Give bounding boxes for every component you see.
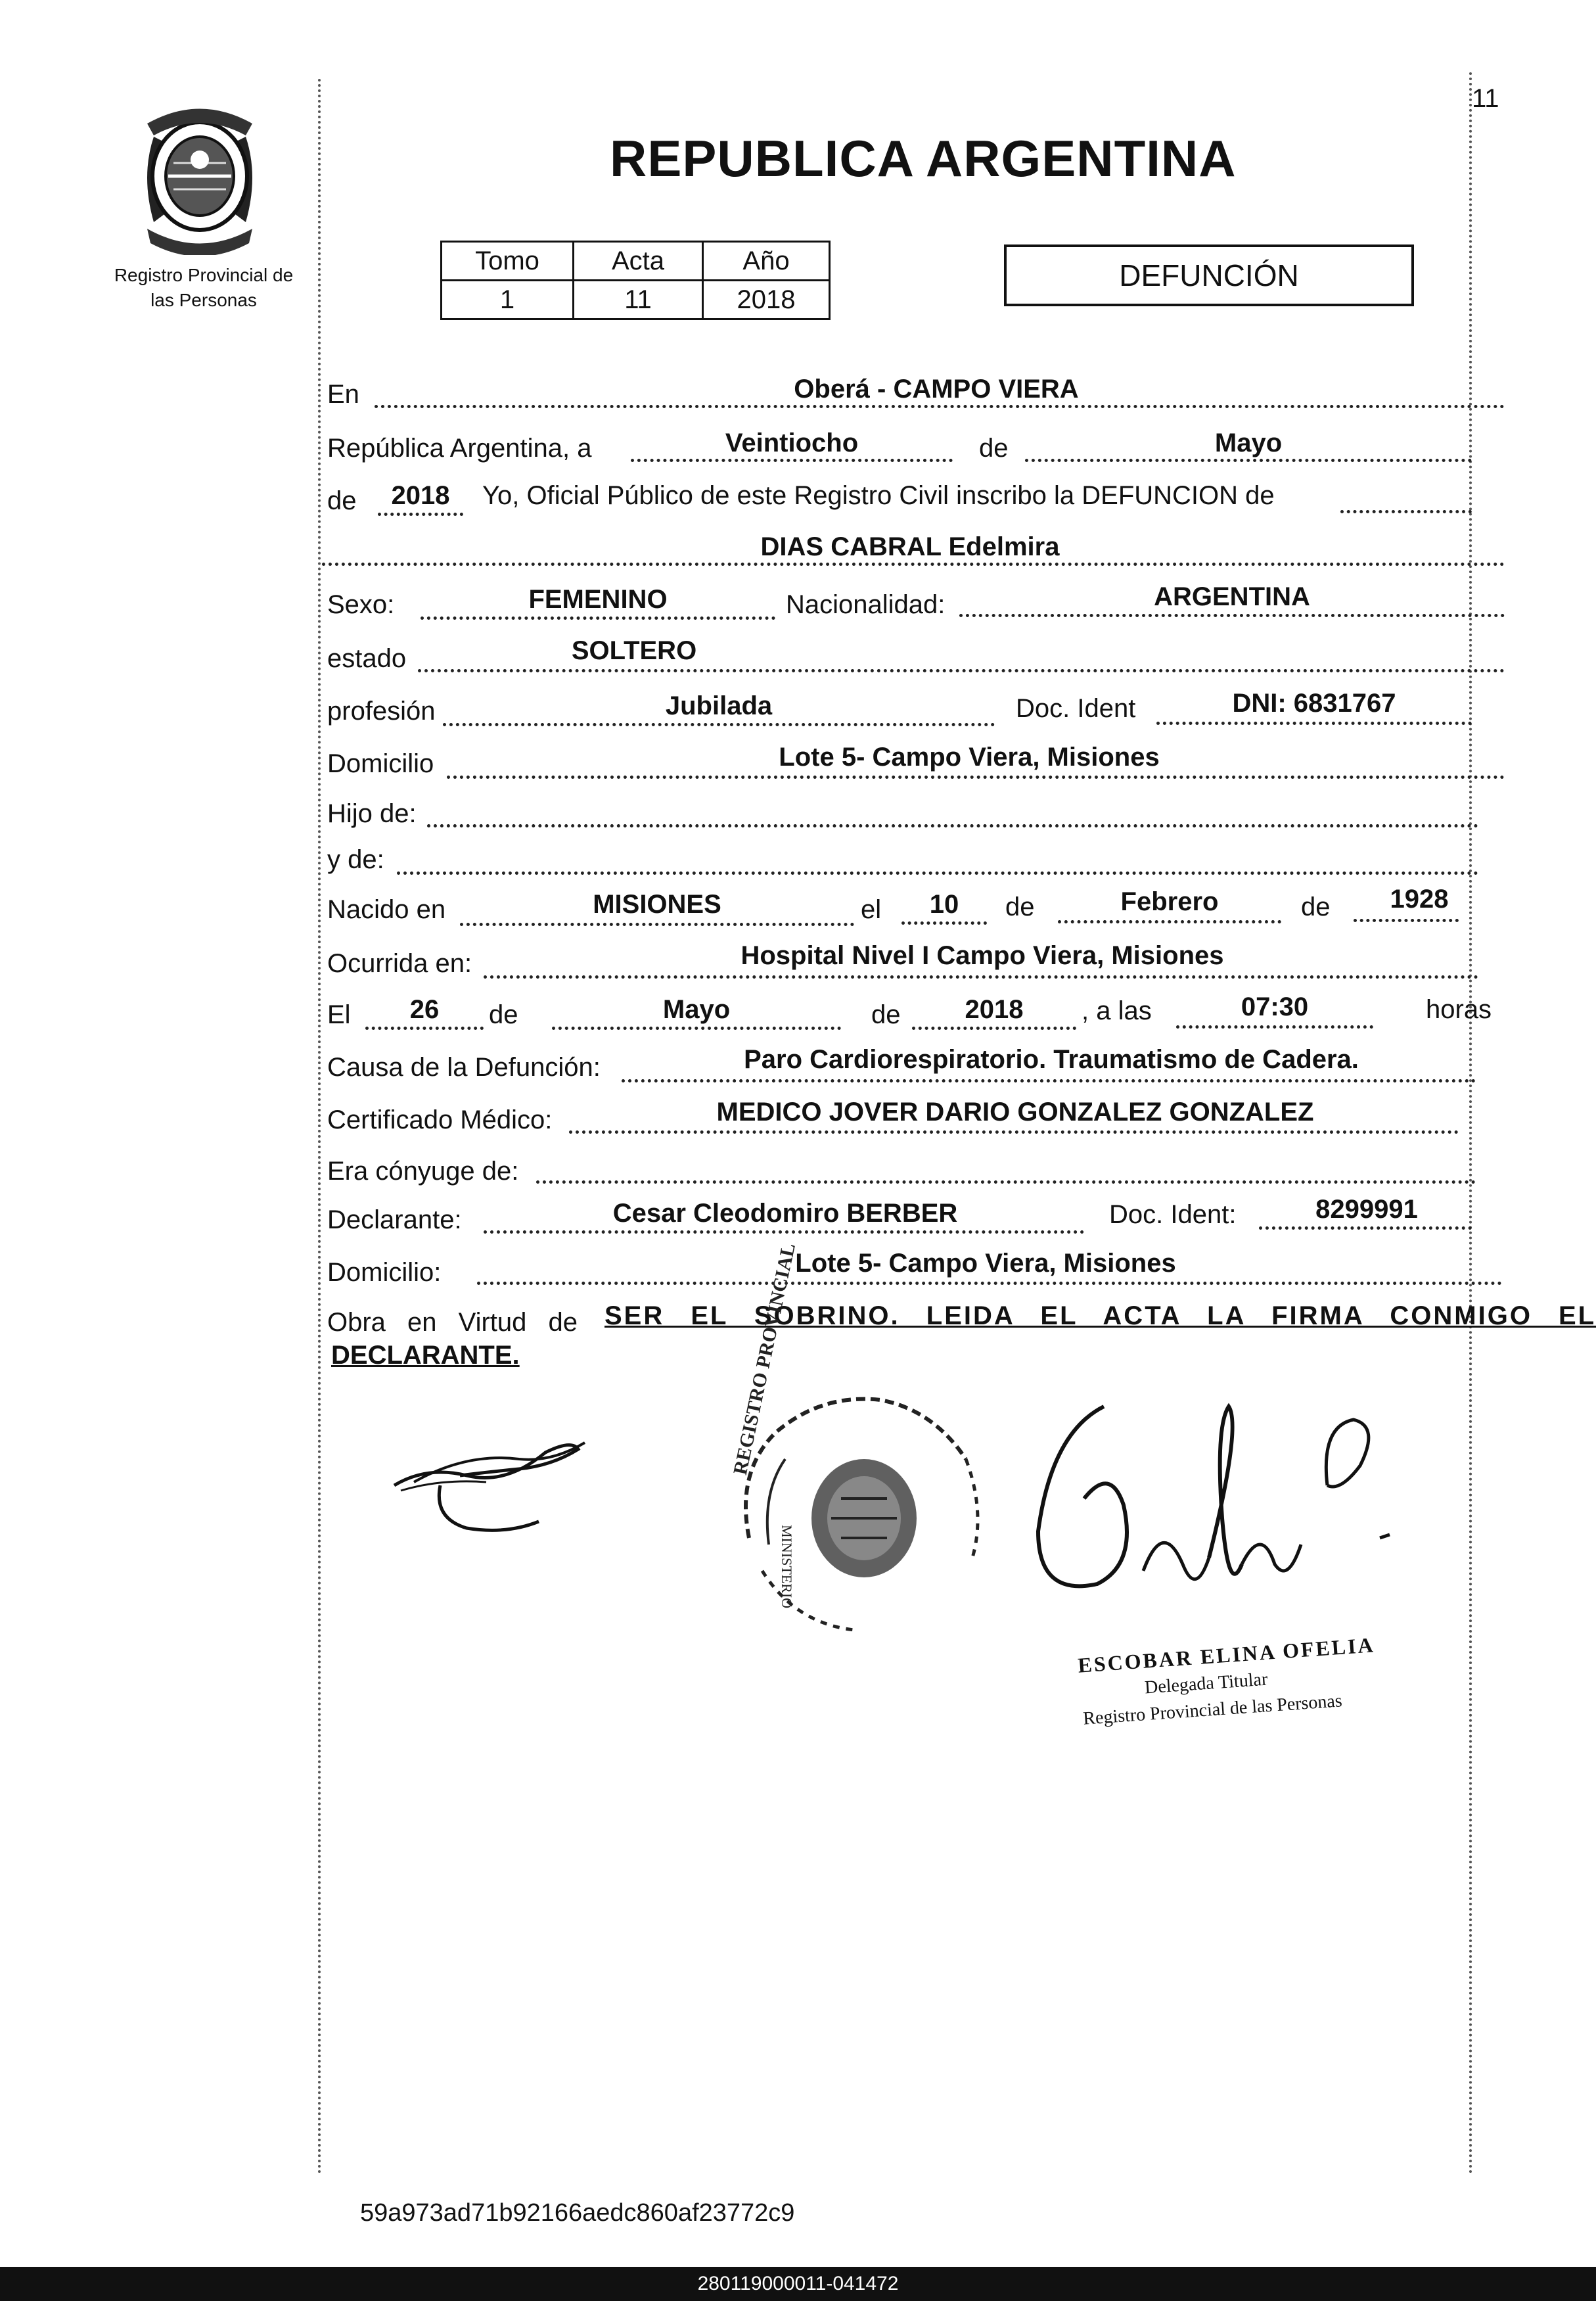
birth-month: Febrero (1120, 887, 1219, 916)
tomo-value: 1 (442, 281, 574, 319)
profesion-dotted-line (443, 723, 995, 726)
conyuge-label: Era cónyuge de: (327, 1157, 519, 1186)
document-hash: 59a973ad71b92166aedc860af23772c9 (360, 2199, 795, 2227)
obra-value-line2: DECLARANTE. (331, 1341, 520, 1370)
acta-header: Acta (574, 242, 703, 281)
deceased-name: DIAS CABRAL Edelmira (760, 532, 1060, 561)
el-label: el (861, 895, 882, 924)
hijo-label: Hijo de: (327, 799, 417, 828)
sexo-value: FEMENINO (528, 585, 668, 614)
declarante-label: Declarante: (327, 1205, 462, 1234)
registry-table-value-row (442, 281, 830, 319)
de5-label: de (489, 1000, 518, 1029)
domicilio2-value: Lote 5- Campo Viera, Misiones (795, 1249, 1176, 1278)
org-label (92, 263, 315, 313)
provincial-seal-emblem (127, 97, 272, 255)
death-time: 07:30 (1241, 992, 1309, 1021)
death-year: 2018 (965, 995, 1024, 1024)
horas-label: horas (1426, 995, 1492, 1024)
el2-label: El (327, 1000, 351, 1029)
death-time-dotted-line (1176, 1025, 1373, 1029)
de1-label: de (979, 434, 1009, 463)
profesion-value: Jubilada (665, 691, 773, 720)
declarante-dotted-line (484, 1230, 1084, 1234)
nacido-value: MISIONES (593, 890, 721, 919)
yde-dotted-line (397, 872, 1478, 875)
doc-ident-label: Doc. Ident (1016, 694, 1136, 723)
death-month: Mayo (662, 995, 731, 1024)
document-type-box: DEFUNCIÓN (1004, 244, 1414, 306)
de6-label: de (871, 1000, 901, 1029)
causa-dotted-line (622, 1079, 1476, 1082)
ocurrida-dotted-line (484, 975, 1478, 979)
death-day-dotted-line (365, 1027, 484, 1030)
alas-label: , a las (1082, 996, 1152, 1025)
ocurrida-label: Ocurrida en: (327, 949, 472, 978)
estado-dotted-line (418, 669, 1505, 672)
official-org: Registro Provincial de las Personas (1082, 1690, 1343, 1729)
country-title: REPUBLICA ARGENTINA (610, 129, 1237, 187)
year-value: 2018 (391, 481, 450, 510)
estado-value: SOLTERO (571, 636, 697, 665)
day-word-dotted-line (631, 459, 953, 462)
birth-month-dotted-line (1058, 920, 1281, 923)
domicilio-dotted-line (447, 776, 1505, 779)
doc-ident2-dotted-line (1259, 1226, 1472, 1230)
profesion-label: profesión (327, 697, 436, 726)
barcode-strip: 280119000011-041472 (0, 2267, 1596, 2301)
official-role: Delegada Titular (1144, 1669, 1269, 1698)
en-label: En (327, 380, 359, 409)
nacionalidad-value: ARGENTINA (1154, 582, 1310, 611)
birth-year-dotted-line (1354, 919, 1459, 922)
org-label-line2: las Personas (150, 290, 257, 310)
certificado-label: Certificado Médico: (327, 1105, 553, 1134)
de2-label: de (327, 486, 357, 515)
domicilio2-label: Domicilio: (327, 1258, 442, 1287)
nacionalidad-dotted-line (959, 614, 1505, 617)
official-signature (1012, 1387, 1432, 1663)
acta-value: 11 (574, 281, 703, 319)
yde-label: y de: (327, 845, 384, 874)
certificado-value: MEDICO JOVER DARIO GONZALEZ GONZALEZ (716, 1098, 1314, 1127)
ocurrida-value: Hospital Nivel I Campo Viera, Misiones (741, 941, 1224, 970)
stamp-text-inner: MINISTERIO (779, 1525, 795, 1609)
domicilio2-dotted-line (477, 1282, 1502, 1285)
death-month-dotted-line (552, 1027, 841, 1030)
causa-label: Causa de la Defunción: (327, 1053, 601, 1082)
stamp-text-outer: REGISTRO PROVINCIAL (729, 1241, 800, 1477)
registry-table-header-row (442, 242, 830, 281)
page-number: 11 (1472, 84, 1499, 113)
en-value: Oberá - CAMPO VIERA (794, 375, 1079, 404)
left-margin-rule (318, 79, 321, 2175)
de3-label: de (1005, 893, 1035, 921)
de4-label: de (1301, 893, 1331, 921)
nacionalidad-label: Nacionalidad: (786, 590, 946, 619)
doc-ident2-value: 8299991 (1315, 1195, 1418, 1224)
declarant-signature (388, 1413, 598, 1545)
conyuge-dotted-line (536, 1180, 1476, 1184)
deceased-dotted-line (322, 563, 1505, 566)
yo-text: Yo, Oficial Público de este Registro Civil inscribo la DEFUNCION de (482, 481, 1275, 510)
anio-header: Año (703, 242, 830, 281)
birth-year: 1928 (1390, 885, 1449, 914)
birth-day: 10 (929, 890, 959, 919)
death-day: 26 (409, 995, 440, 1024)
anio-value: 2018 (703, 281, 830, 319)
org-label-line1: Registro Provincial de (114, 265, 294, 285)
republica-label: República Argentina, a (327, 434, 592, 463)
doc-ident2-label: Doc. Ident: (1109, 1200, 1237, 1229)
certificado-dotted-line (569, 1130, 1459, 1134)
month-value: Mayo (1214, 429, 1283, 457)
day-word: Veintiocho (725, 429, 859, 457)
en-dotted-line (375, 405, 1505, 408)
month-dotted-line (1025, 459, 1472, 462)
domicilio-value: Lote 5- Campo Viera, Misiones (779, 743, 1160, 772)
declarante-value: Cesar Cleodomiro BERBER (612, 1199, 958, 1228)
year-dotted-line (378, 513, 463, 516)
registry-table (440, 241, 831, 320)
doc-ident-dotted-line (1156, 722, 1472, 725)
doc-ident-value: DNI: 6831767 (1232, 689, 1396, 718)
causa-value: Paro Cardiorespiratorio. Traumatismo de Cadera. (744, 1045, 1359, 1074)
nacido-dotted-line (460, 923, 854, 926)
sexo-label: Sexo: (327, 590, 395, 619)
death-year-dotted-line (912, 1027, 1076, 1030)
sexo-dotted-line (421, 616, 775, 620)
yo-dotted-line (1340, 510, 1472, 513)
birth-day-dotted-line (901, 921, 987, 925)
obra-value-line1: SER EL SOBRINO. LEIDA EL ACTA LA FIRMA CONMIGO EL (604, 1301, 1596, 1330)
tomo-header: Tomo (442, 242, 574, 281)
official-name: ESCOBAR ELINA OFELIA (1077, 1633, 1376, 1677)
obra-label: Obra en Virtud de (327, 1308, 578, 1337)
estado-label: estado (327, 644, 407, 673)
nacido-label: Nacido en (327, 895, 446, 924)
hijo-dotted-line (427, 824, 1478, 827)
domicilio-label: Domicilio (327, 749, 434, 778)
